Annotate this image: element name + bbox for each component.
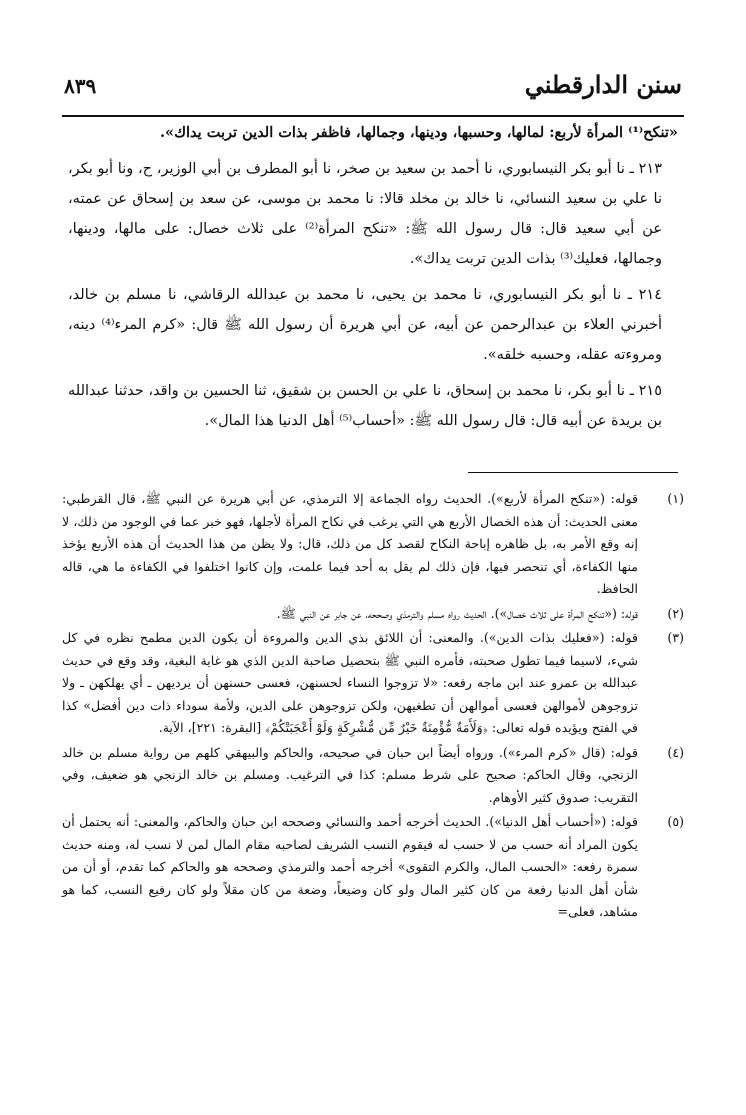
hadith-213: ٢١٣ ـ نا أبو بكر النيسابوري، نا أحمد بن سعيد بن صخر، نا أبو المطرف بن أبي الوزير، ح، ونا أبو بكر، نا علي بن سعيد النسائي، نا خالد بن مخلد قالا: نا محمد بن موسى، عن سعد بن إسحاق عن عمته، عن أبي سعيد قال: قال رسول الله ﷺ: «تنكح المرأة⁽²⁾ على ثلاث خصال: على مالها، ودينها، وجمالها، فعليك⁽³⁾ بذات الدين تربت يداك». bbox=[68, 161, 663, 267]
hadith-continuation: «تنكح⁽¹⁾ المرأة لأربع: لمالها، وحسبها، ودينها، وجمالها، فاظفر بذات الدين تربت يداك». bbox=[159, 124, 678, 141]
main-text bbox=[68, 118, 678, 442]
book-title: سنن الدارقطني bbox=[524, 70, 682, 99]
footnote-marker: (٣) bbox=[667, 630, 684, 645]
footnote-4 bbox=[62, 742, 684, 810]
page-number: ٨٣٩ bbox=[64, 74, 97, 98]
footnote-divider bbox=[468, 472, 678, 473]
footnote-1 bbox=[62, 488, 684, 601]
footnote-5 bbox=[62, 811, 684, 924]
footnote-marker: (١) bbox=[667, 491, 684, 506]
hadith-214: ٢١٤ ـ نا أبو بكر النيسابوري، نا محمد بن يحيى، نا محمد بن عبدالله الرقاشي، نا مسلم بن خالد، أخبرني العلاء بن عبدالرحمن عن أبيه، عن أبي هريرة أن رسول الله ﷺ قال: «كرم المرء⁽⁴⁾ دينه، ومروءته عقله، وحسبه خلقه». bbox=[68, 287, 662, 363]
footnote-marker: (٥) bbox=[667, 814, 684, 829]
footnote-text: قوله: («أحساب أهل الدنيا»). الحديث أخرجه أحمد والنسائي وصححه ابن حبان والحاكم، والمعنى: أنه يحتمل أن يكون المراد أنه حسب من لا حسب له فيقوم النسب الشريف لصاحبه مقام المال لمن لا نسب له، ومنه حديث سمرة رفعه: «الحسب المال، والكرم التقوى» أخرجه أحمد والترمذي وصححه هو والحاكم كما تقدم، أو أن من شأن أهل الدنيا رفعة من كان كثير المال ولو كان وضيعاً، وضعة من كان مقلاً ولو كان رفيع النسب، كما هو مشاهد، فعلى= bbox=[62, 814, 638, 919]
footnote-marker: (٤) bbox=[667, 744, 684, 760]
footnote-text: قوله: (قال «كرم المرء»). ورواه أيضاً ابن حبان في صحيحه، والحاكم والبيهقي كلهم من رواية مسلم بن خالد الزنجي، وقال الحاكم: صحيح على شرط مسلم: كذا في الترغيب. ومسلم بن خالد الزنجي هو ضعيف، وفي التقريب: صدوق كثير الأوهام. bbox=[62, 744, 638, 805]
header-divider bbox=[62, 115, 684, 117]
hadith-215: ٢١٥ ـ نا أبو بكر، نا محمد بن إسحاق، نا علي بن الحسن بن شقيق، ثنا الحسين بن واقد، حدثنا عبدالله بن بريدة عن أبيه قال: قال رسول الله ﷺ: «أحساب⁽⁵⁾ أهل الدنيا هذا المال». bbox=[68, 383, 662, 429]
footnote-2 bbox=[62, 603, 684, 626]
footnote-text: قوله: («فعليك بذات الدين»). والمعنى: أن اللائق بذي الدين والمروءة أن يكون الدين مطمح نظره في كل شيء، لاسيما فيما تطول صحبته، فأمره النبي ﷺ بتحصيل صاحبة الدين الذي هو غاية البغية، وقد وقع في حديث عبدالله بن عمرو عند ابن ماجه رفعه: «لا تزوجوا النساء لحسنهن، فعسى حسنهن أن يرديهن ـ أي يهلكهن ـ ولا تزوجوهن لأموالهن فعسى أموالهن أن تطغيهن، ولكن تزوجوهن على الدين، ولأمة سوداء ذات دين أفضل» كذا في الفتح ويؤيده قوله تعالى: ﴿وَلَأَمَةٌ مُّؤْمِنَةٌ خَيْرٌ مِّن مُّشْرِكَةٍ وَلَوْ أَعْجَبَتْكُمْ﴾ [البقرة: ٢٢١]، الآية. bbox=[62, 630, 638, 735]
footnote-text: قوله: («تنكح المرأة لأربع»). الحديث رواه الجماعة إلا الترمذي، عن أبي هريرة عن النبي ﷺ، قال القرطبي: معنى الحديث: أن هذه الخصال الأربع هي التي يرغب في نكاح المرأة لأجلها، فهو خبر عما في الوجود من ذلك، لا إنه وقع الأمر به، بل ظاهره إباحة النكاح لقصد كل من ذلك، قال: ولا يظن من هذا الحديث أن هذه الأربع يؤخذ منها الكفاءة، أي تنحصر فيها، فإن ذلك لم يقل به أحد فيما علمت، وإن كانوا اختلفوا في الكفاءة ما هي، قاله الحافظ. bbox=[62, 491, 638, 596]
footnote-3 bbox=[62, 627, 684, 740]
footnote-text: قوله: («تنكح المرأة على ثلاث خصال»). الحديث رواه مسلم والترمذي وصححه، عن جابر عن النبي ﷺ. bbox=[276, 605, 638, 621]
footnotes bbox=[62, 488, 684, 926]
footnote-marker: (٢) bbox=[667, 605, 684, 621]
page-header bbox=[64, 68, 682, 112]
